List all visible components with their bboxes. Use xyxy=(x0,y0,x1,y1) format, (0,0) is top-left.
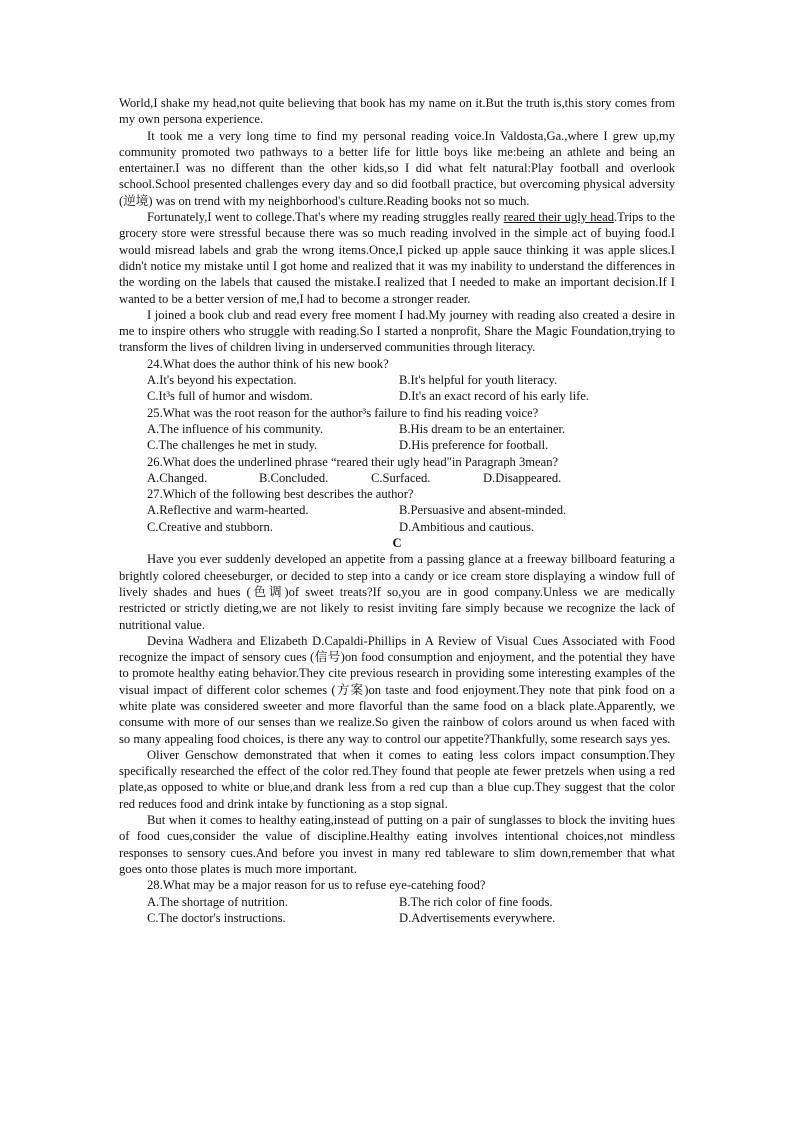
option-c: C.The challenges he met in study. xyxy=(147,438,318,453)
question-options xyxy=(119,894,675,927)
option-d: D.It's an exact record of his early life. xyxy=(399,389,590,404)
passage-b-paragraph-3: I joined a book club and read every free moment I had.My journey with reading also created a desire in me to inspire others who struggle with reading.So I started a nonprofit, Share the Magic Foundation,trying to transform the lives of children living in underserved communities through literacy. xyxy=(119,307,675,355)
option-c: C.The doctor's instructions. xyxy=(147,910,286,925)
option-c: C.It³s full of humor and wisdom. xyxy=(147,389,313,404)
passage-c-paragraph-1: Have you ever suddenly developed an appetite from a passing glance at a freeway billboard featuring a brightly colored cheeseburger, or decided to step into a candy or ice cream store displaying a window full of lively shades and hues (色调)of sweet treats?If so,you are in good company.Unless we are medically restricted or strictly dieting,we are not likely to resist inviting fare simply because we recognize the lack of nutritional value. xyxy=(119,552,675,632)
option-b: B.His dream to be an entertainer. xyxy=(399,421,566,436)
passage-b-paragraph-0: World,I shake my head,not quite believing that book has my name on it.But the truth is,this story comes from my own persona experience. xyxy=(119,96,675,127)
option-b: B.It's helpful for youth literacy. xyxy=(399,373,558,388)
option-a: A.It's beyond his expectation. xyxy=(147,373,297,388)
option-d: D.Disappeared. xyxy=(483,470,562,485)
passage-c-paragraph-4: But when it comes to healthy eating,instead of putting on a pair of sunglasses to block the inviting hues of food cues,consider the value of discipline.Healthy eating involves intentional choices,not mindless responses to sensory cues.And before you invest in many red tableware to slim down,remember that what goes onto those plates is much more important. xyxy=(119,813,675,876)
paragraph-2-text-start: Fortunately,I went to college.That's where my reading struggles really xyxy=(147,210,504,225)
paragraph-2-text-end: .Trips to the grocery store were stressful because there was so much reading involved in the simple act of buying food.I would misread labels and grab the wrong items.Once,I picked up apple sauce thinking it was apple slices.I didn't notice my mistake until I got home and realized that it was my inability to understand the differences in the wording on the labels that caused the mistake.I realized that I needed to make an important decision.If I wanted to be a better version of me,I had to become a stronger reader. xyxy=(119,210,675,306)
underlined-phrase: reared their ugly head xyxy=(503,210,615,225)
option-b: B.Concluded. xyxy=(259,470,329,485)
passage-b-paragraph-1: It took me a very long time to find my personal reading voice.In Valdosta,Ga.,where I grew up,my community promoted two pathways to a better life for little boys like me:being an athlete and being an entertainer.I was no different than the other kids,so I did what felt natural:Play football and overlook school.School presented challenges every day and so did football practice, but overcoming physical adversity (逆境) was on trend with my neighborhood's culture.Reading books not so much. xyxy=(119,128,675,208)
option-d: D.His preference for football. xyxy=(399,438,549,453)
option-c: C.Surfaced. xyxy=(371,470,431,485)
option-d: D.Advertisements everywhere. xyxy=(399,910,556,925)
passage-b-paragraph-2 xyxy=(119,209,675,307)
section-heading: C xyxy=(392,536,402,551)
option-a: A.The shortage of nutrition. xyxy=(147,894,288,909)
document-page xyxy=(119,95,675,926)
question-options xyxy=(119,502,675,535)
option-c: C.Creative and stubborn. xyxy=(147,519,273,534)
option-b: B.Persuasive and absent-minded. xyxy=(399,503,567,518)
option-d: D.Ambitious and cautious. xyxy=(399,519,535,534)
question-stem: 26.What does the underlined phrase “reared their ugly head"in Paragraph 3mean? xyxy=(147,454,559,469)
question-stem: 27.Which of the following best describes the author? xyxy=(147,487,414,502)
question-options xyxy=(119,421,675,454)
option-a: A.Changed. xyxy=(147,470,208,485)
question-stem: 25.What was the root reason for the author³s failure to find his reading voice? xyxy=(147,405,539,420)
question-stem: 24.What does the author think of his new book? xyxy=(147,356,389,371)
question-options xyxy=(119,372,675,405)
option-a: A.Reflective and warm-hearted. xyxy=(147,503,309,518)
passage-c-paragraph-2: Devina Wadhera and Elizabeth D.Capaldi-Phillips in A Review of Visual Cues Associated with Food recognize the impact of sensory cues (信号)on food consumption and enjoyment, and the potential they have to promote healthy eating behavior.They cite previous research in providing some interesting examples of the visual impact of different color schemes (方案)on taste and food enjoyment.They note that pink food on a white plate was considered sweeter and more flavorful than the same food on a black plate.Apparently, we consume with more of our senses than we realize.So given the rainbow of colors around us when faced with so many appealing food choices, is there any way to control our appetite?Thankfully, some research says yes. xyxy=(119,633,675,746)
question-stem: 28.What may be a major reason for us to refuse eye-catehing food? xyxy=(147,878,486,893)
option-b: B.The rich color of fine foods. xyxy=(399,894,553,909)
question-options xyxy=(119,470,675,486)
option-a: A.The influence of his community. xyxy=(147,421,324,436)
passage-c-paragraph-3: Oliver Genschow demonstrated that when it comes to eating less colors impact consumption.They specifically researched the effect of the color red.They found that people ate fewer pretzels when using a red plate,as opposed to white or blue,and drank less from a red cup than a blue cup.They suggest that the color red reduces food and drink intake by functioning as a stop signal. xyxy=(119,747,675,811)
